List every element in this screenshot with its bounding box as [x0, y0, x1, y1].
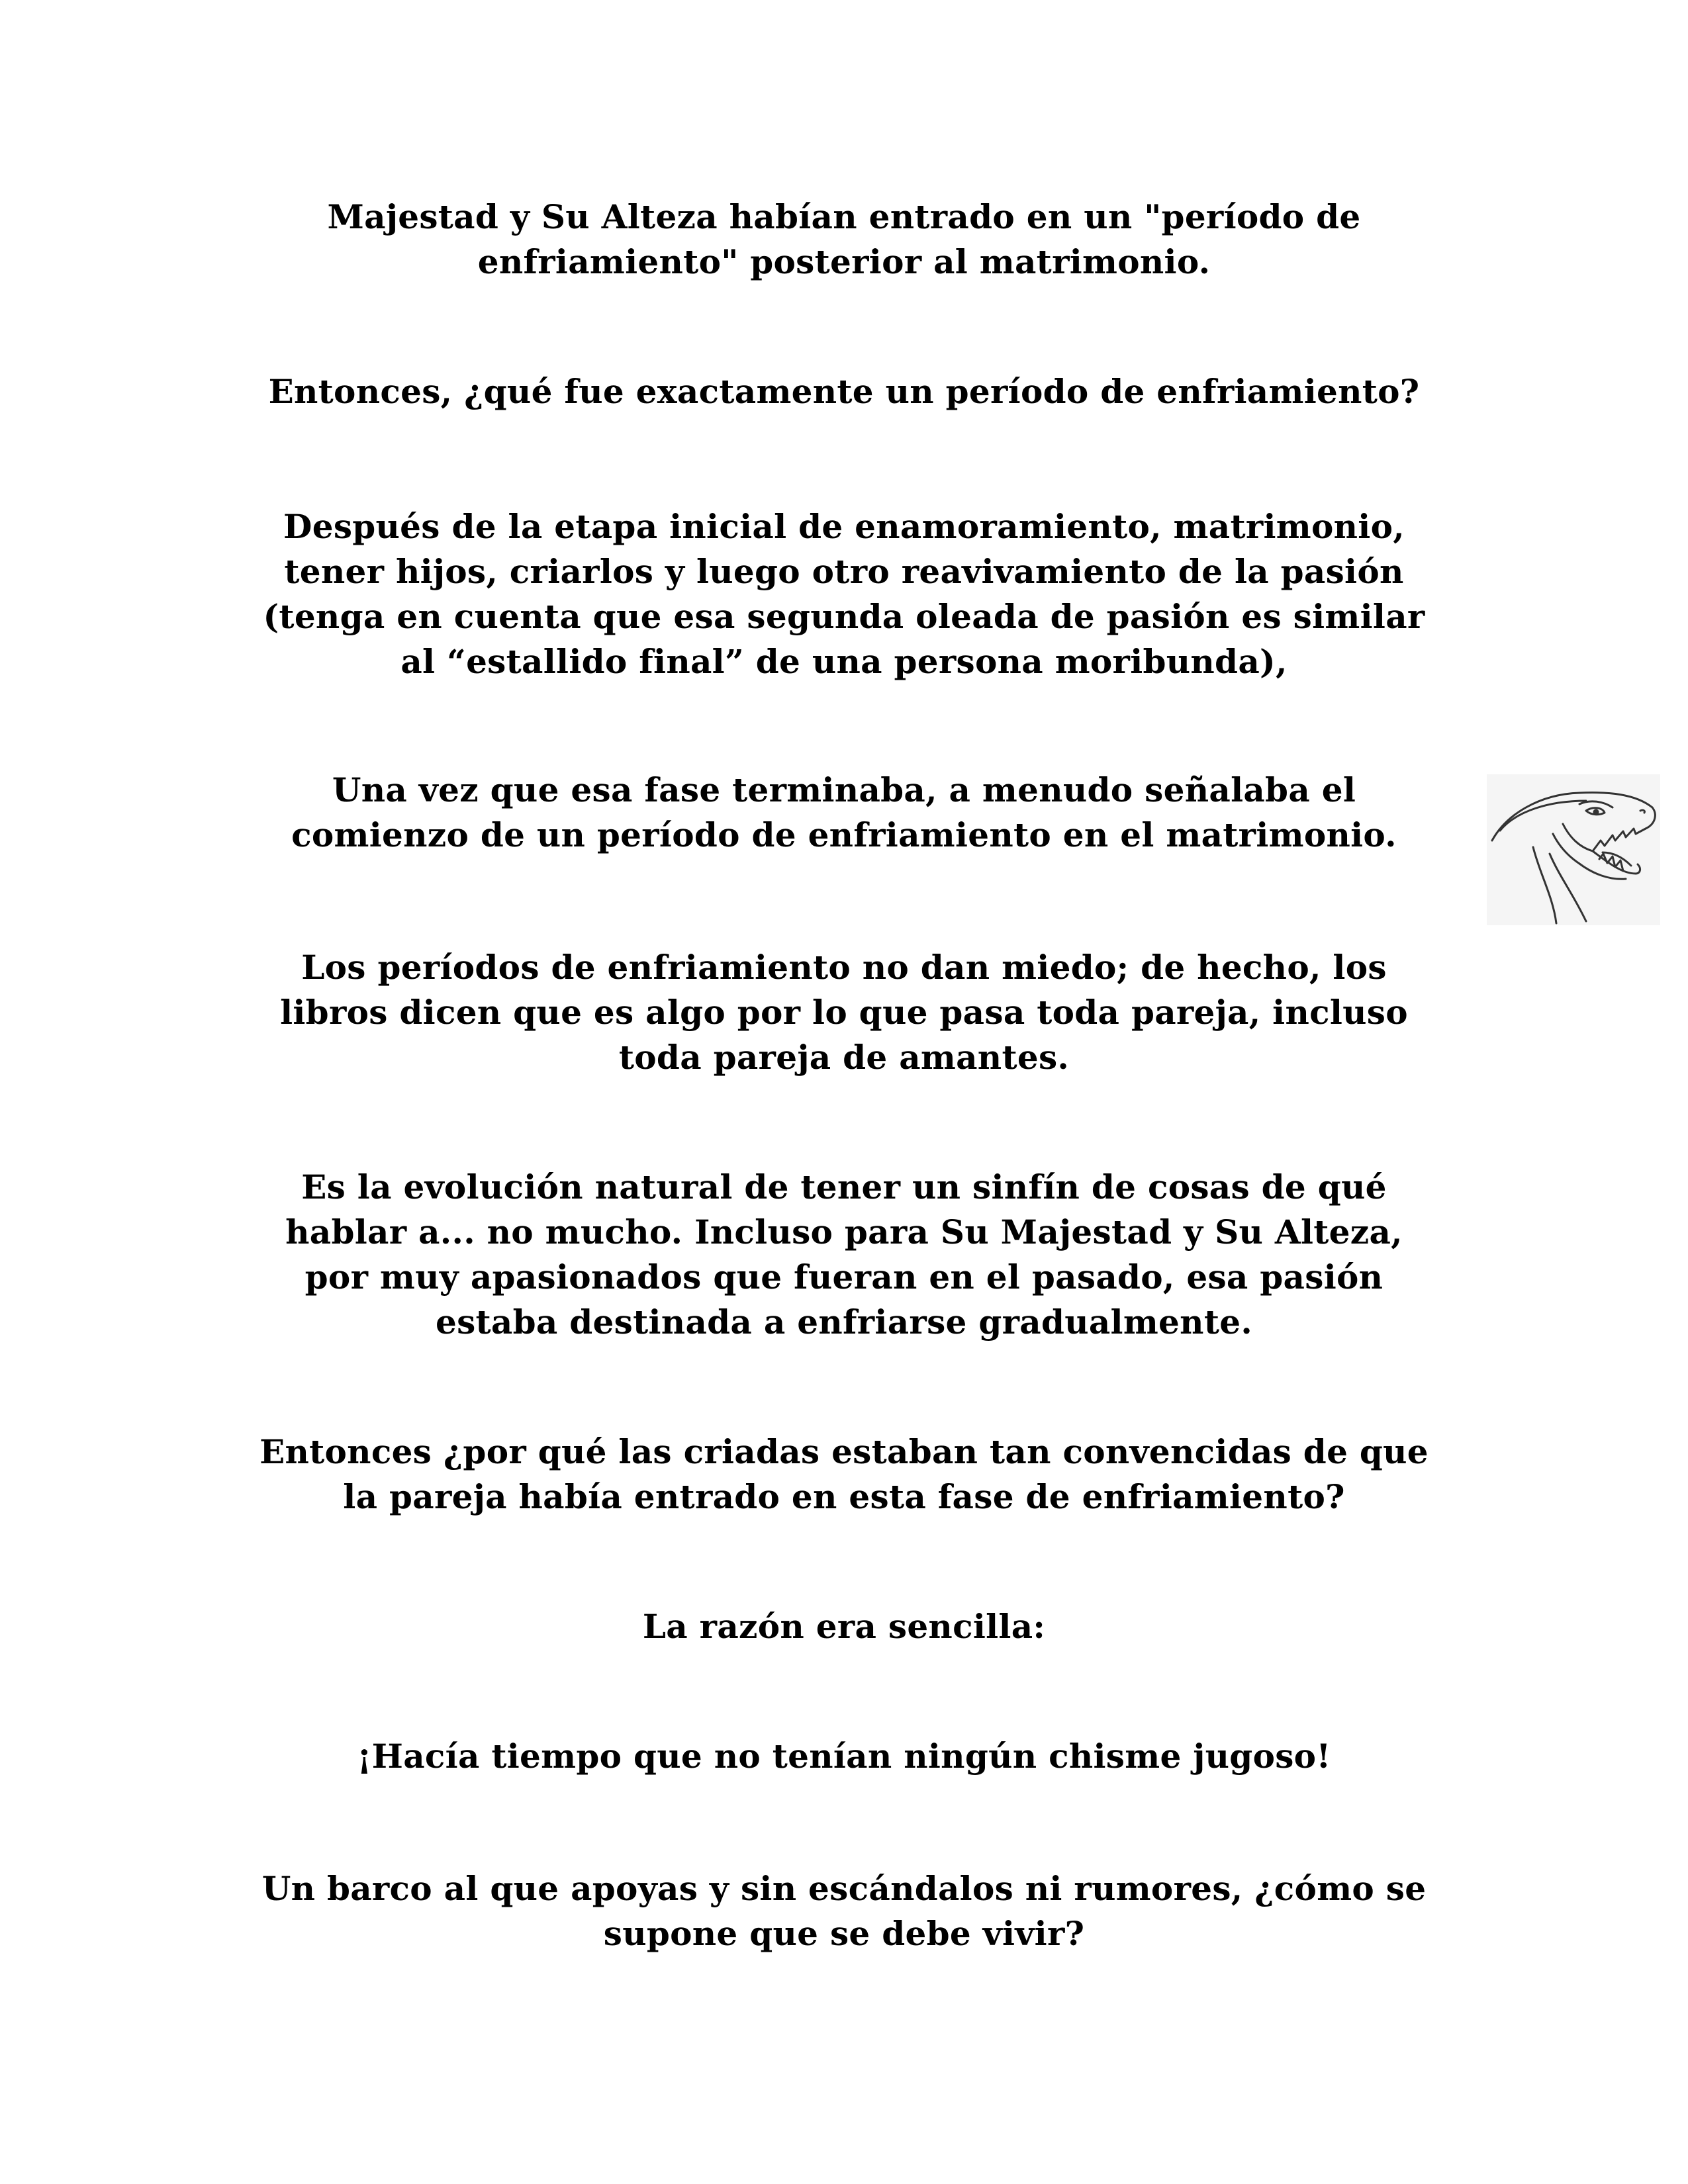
text-line: hablar a... no mucho. Incluso para Su Majestad y Su Alteza,	[285, 1212, 1403, 1251]
paragraph-9	[199, 1734, 1489, 1779]
text-line: supone que se debe vivir?	[603, 1914, 1085, 1953]
paragraph-4	[199, 768, 1489, 858]
text-line: Majestad y Su Alteza habían entrado en un "período de	[327, 197, 1361, 236]
paragraph-3	[199, 504, 1489, 684]
text-line: al “estallido final” de una persona moribunda),	[400, 642, 1288, 681]
text-line: la pareja había entrado en esta fase de enfriamiento?	[343, 1477, 1345, 1516]
text-line: (tenga en cuenta que esa segunda oleada de pasión es similar	[263, 597, 1425, 636]
text-line: Una vez que esa fase terminaba, a menudo señalaba el	[332, 770, 1356, 809]
text-line: enfriamiento" posterior al matrimonio.	[477, 242, 1211, 281]
text-line: estaba destinada a enfriarse gradualmente.	[435, 1302, 1253, 1342]
text-line: Entonces ¿por qué las criadas estaban tan convencidas de que	[259, 1432, 1429, 1471]
text-line: ¡Hacía tiempo que no tenían ningún chisme jugoso!	[357, 1737, 1331, 1776]
text-line: Después de la etapa inicial de enamoramiento, matrimonio,	[283, 507, 1405, 546]
text-line: Entonces, ¿qué fue exactamente un período de enfriamiento?	[268, 372, 1420, 411]
paragraph-5	[199, 945, 1489, 1080]
paragraph-1	[199, 195, 1489, 285]
text-line: Es la evolución natural de tener un sinfín de cosas de qué	[301, 1167, 1387, 1206]
dinosaur-head-sketch-icon	[1487, 774, 1660, 925]
text-line: Un barco al que apoyas y sin escándalos ni rumores, ¿cómo se	[261, 1869, 1427, 1908]
text-line: por muy apasionados que fueran en el pasado, esa pasión	[305, 1257, 1383, 1297]
text-line: Los períodos de enfriamiento no dan miedo; de hecho, los	[301, 948, 1387, 987]
text-line: tener hijos, criarlos y luego otro reavivamiento de la pasión	[284, 552, 1404, 591]
text-line: libros dicen que es algo por lo que pasa toda pareja, incluso	[280, 993, 1408, 1032]
text-line: toda pareja de amantes.	[618, 1038, 1070, 1077]
paragraph-10	[199, 1866, 1489, 1956]
paragraph-2	[199, 369, 1489, 414]
text-line: La razón era sencilla:	[642, 1607, 1046, 1646]
paragraph-6	[199, 1165, 1489, 1345]
paragraph-7	[199, 1430, 1489, 1520]
paragraph-8	[199, 1604, 1489, 1649]
text-line: comienzo de un período de enfriamiento en el matrimonio.	[291, 815, 1397, 854]
